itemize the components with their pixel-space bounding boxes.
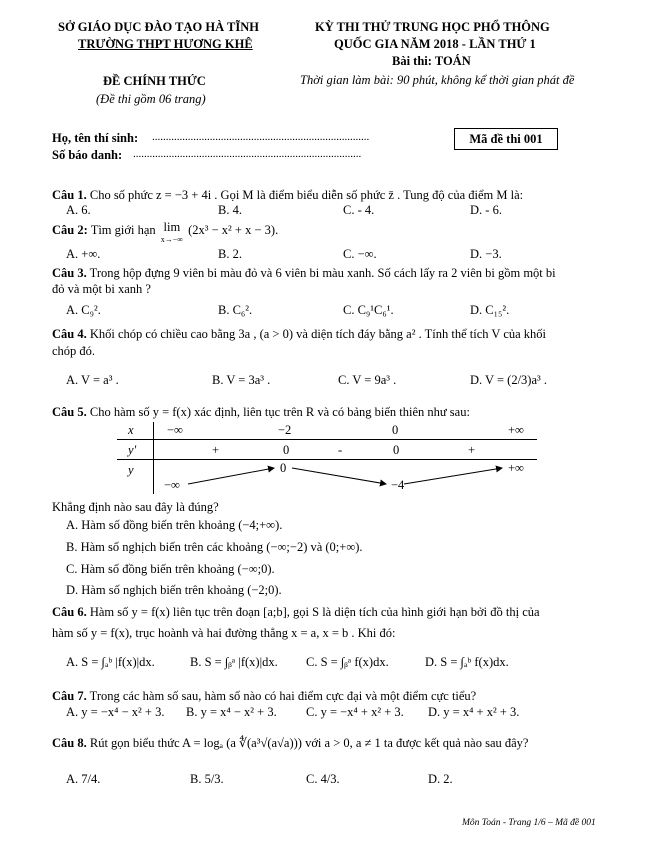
q2-option-b: B. 2. xyxy=(218,247,242,261)
department-name: SỞ GIÁO DỤC ĐÀO TẠO HÀ TĨNH xyxy=(58,20,259,34)
q7-option-a: A. y = −x⁴ − x² + 3. xyxy=(66,705,165,719)
q2-option-a: A. +∞. xyxy=(66,247,101,261)
q3-line1: Trong hộp đựng 9 viên bi màu đỏ và 6 viên bi màu xanh. Số cách lấy ra 2 viên bi gồm một bi xyxy=(89,266,556,280)
q5-label: Câu 5. xyxy=(52,405,87,419)
arrow-down xyxy=(292,468,386,484)
arrow-up-1 xyxy=(188,468,274,484)
q4-label: Câu 4. xyxy=(52,327,87,341)
exam-title: KỲ THI THỬ TRUNG HỌC PHỔ THÔNG xyxy=(315,20,550,34)
candidate-name-dots: ............................................................................... xyxy=(152,131,370,143)
exam-year: QUỐC GIA NĂM 2018 - LẦN THỨ 1 xyxy=(334,37,536,51)
question-7 xyxy=(52,688,476,704)
exam-subject: Bài thi: TOÁN xyxy=(392,54,471,68)
q1-text: Cho số phức z = −3 + 4i . Gọi M là điểm biểu diễn số phức z̄ . Tung độ của điểm M là: xyxy=(89,188,524,202)
q4-line1: Khối chóp có chiều cao bằng 3a , (a > 0) và diện tích đáy bằng a² . Tính thể tích V của khối xyxy=(89,327,547,341)
q8-option-d: D. 2. xyxy=(428,772,453,786)
q7-text: Trong các hàm số sau, hàm số nào có hai điểm cực đại và một điểm cực tiểu? xyxy=(89,689,477,703)
q3-option-c: C. C₉¹C₆¹. xyxy=(343,303,394,317)
q5-option-c: C. Hàm số đồng biến trên khoảng (−∞;0). xyxy=(66,562,275,576)
q4-option-c: C. V = 9a³ . xyxy=(338,373,397,387)
q4-line2: chóp đó. xyxy=(52,344,96,358)
q3-option-b: B. C₆². xyxy=(218,303,253,317)
table-y-peak: 0 xyxy=(280,461,287,475)
q2-label: Câu 2: xyxy=(52,223,88,237)
q1-option-b: B. 4. xyxy=(218,203,242,217)
table-x-label: x xyxy=(128,423,134,437)
q1-option-c: C. - 4. xyxy=(343,203,375,217)
q7-option-d: D. y = x⁴ + x² + 3. xyxy=(428,705,520,719)
page-footer: Môn Toán - Trang 1/6 – Mã đề 001 xyxy=(462,818,596,828)
q7-option-c: C. y = −x⁴ + x² + 3. xyxy=(306,705,404,719)
time-note: Thời gian làm bài: 90 phút, không kể thời gian phát đề xyxy=(300,73,575,87)
q2-limit: lim x→−∞ xyxy=(160,220,183,244)
q3-line2: đỏ và một bi xanh ? xyxy=(52,282,151,296)
q5-claim: Khẳng định nào sau đây là đúng? xyxy=(52,500,219,514)
q3-label: Câu 3. xyxy=(52,266,87,280)
q2-text: Tìm giới hạn xyxy=(90,223,156,237)
q6-line2: hàm số y = f(x), trục hoành và hai đường thẳng x = a, x = b . Khi đó: xyxy=(52,626,396,640)
table-yp-z1: 0 xyxy=(283,443,290,457)
q6-label: Câu 6. xyxy=(52,605,87,619)
q5-option-a: A. Hàm số đồng biến trên khoảng (−4;+∞). xyxy=(66,518,283,532)
q6-option-a: A. S = ∫ₐᵇ |f(x)|dx. xyxy=(66,655,155,669)
q8-label: Câu 8. xyxy=(52,736,87,750)
q2-option-c: C. −∞. xyxy=(343,247,377,261)
q2-limit-sub: x→−∞ xyxy=(160,235,183,244)
q8-option-c: C. 4/3. xyxy=(306,772,340,786)
candidate-name-label: Họ, tên thí sinh: xyxy=(52,131,139,145)
q4-option-d: D. V = (2/3)a³ . xyxy=(470,373,547,387)
candidate-id-label: Số báo danh: xyxy=(52,148,123,162)
school-name: TRƯỜNG THPT HƯƠNG KHÊ xyxy=(78,37,253,51)
q7-option-b: B. y = x⁴ − x² + 3. xyxy=(186,705,277,719)
q8-expr: (a ∜(a³√(a√a))) xyxy=(226,736,302,750)
table-yp-s3: + xyxy=(468,443,476,457)
q8-text-post: với a > 0, a ≠ 1 ta được kết quả nào sau đây? xyxy=(305,736,529,750)
table-yp-z2: 0 xyxy=(393,443,400,457)
q8-option-a: A. 7/4. xyxy=(66,772,101,786)
q4-option-b: B. V = 3a³ . xyxy=(212,373,271,387)
official-label: ĐỀ CHÍNH THỨC xyxy=(103,74,206,88)
q1-option-a: A. 6. xyxy=(66,203,91,217)
table-y-label: y xyxy=(128,463,134,477)
q4-option-a: A. V = a³ . xyxy=(66,373,119,387)
table-x-v2: −2 xyxy=(278,423,292,437)
pages-note: (Đề thi gồm 06 trang) xyxy=(96,92,206,106)
q8-option-b: B. 5/3. xyxy=(190,772,224,786)
q3-option-a: A. C₉². xyxy=(66,303,101,317)
exam-code-box: Mã đề thi 001 xyxy=(454,128,558,150)
q1-label: Câu 1. xyxy=(52,188,87,202)
q2-limit-expr: (2x³ − x² + x − 3). xyxy=(188,223,279,237)
q5-option-b: B. Hàm số nghịch biến trên các khoảng (−∞;−2) và (0;+∞). xyxy=(66,540,363,554)
table-yp-s1: + xyxy=(212,443,220,457)
question-8 xyxy=(52,735,528,751)
q2-option-d: D. −3. xyxy=(470,247,502,261)
table-yp-label: y' xyxy=(128,443,137,457)
q6-option-d: D. S = ∫ₐᵇ f(x)dx. xyxy=(425,655,509,669)
table-x-v3: 0 xyxy=(392,423,399,437)
table-x-v1: −∞ xyxy=(167,423,183,437)
table-y-left: −∞ xyxy=(164,478,180,492)
table-y-right: +∞ xyxy=(508,461,524,475)
candidate-id-dots: ................................................................................... xyxy=(133,148,362,160)
table-x-v4: +∞ xyxy=(508,423,524,437)
q6-option-b: B. S = ∫ᵦᵃ |f(x)|dx. xyxy=(190,655,278,669)
q8-text-pre: Rút gọn biểu thức A = logₐ xyxy=(89,736,224,750)
q6-option-c: C. S = ∫ᵦᵃ f(x)dx. xyxy=(306,655,389,669)
question-6 xyxy=(52,604,540,620)
q5-option-d: D. Hàm số nghịch biến trên khoảng (−2;0). xyxy=(66,583,282,597)
q1-option-d: D. - 6. xyxy=(470,203,502,217)
table-yp-s2: - xyxy=(338,443,343,457)
q7-label: Câu 7. xyxy=(52,689,87,703)
q5-text: Cho hàm số y = f(x) xác định, liên tục trên R và có bảng biến thiên như sau: xyxy=(89,405,470,419)
arrow-up-2 xyxy=(404,468,502,484)
q6-line1: Hàm số y = f(x) liên tục trên đoạn [a;b], gọi S là diện tích của hình giới hạn bởi đồ thị của xyxy=(89,605,540,619)
table-y-valley: −4 xyxy=(391,478,405,492)
q3-option-d: D. C₁₅². xyxy=(470,303,510,317)
